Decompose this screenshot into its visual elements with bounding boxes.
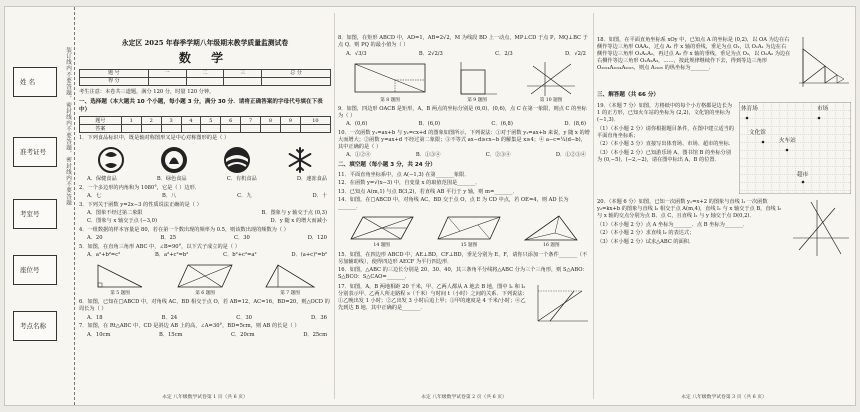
question-19-1: （1）（本小题 2 分）请你根据题目条件，在图中建立适当的平面直角坐标系； xyxy=(597,125,734,139)
question-20-2: （2）（本小题 2 分）求直线 l₂ 的表达式； xyxy=(597,230,695,237)
health-food-logo-icon xyxy=(96,145,126,175)
question-13: 13．已知点 A(m,1) 与点 B(3,2)，若直线 AB 平行于 y 轴，则 m=_______． xyxy=(338,188,518,195)
organic-food-logo-icon xyxy=(222,145,252,175)
subject-title: 数 学 xyxy=(178,51,232,66)
exam-note: 考生注意：本卷共三道题，满分 120 分，时量 120 分钟。 xyxy=(79,89,215,96)
figure-q15: 15 题图 xyxy=(434,213,504,249)
figure-q6: 第 6 题图 xyxy=(174,261,236,297)
q2-options: A．七 B．八 C．九 D．十 xyxy=(87,193,327,200)
q8-options: A．√3/3 B．2√2/3 C．2/3 D．√2/2 xyxy=(346,50,586,57)
question-4: 4．一组数据的样本容量是 80，若在第一个数出现的频率为 0.5，则该数出现的频数为（ ） xyxy=(79,226,289,233)
question-19: 19．（本题 7 分）如图，方格纸中的每个小方格都是边长为 1 的正方形，已知火车站的坐标为 (2,2)，文化馆的坐标为 (−1,3)． xyxy=(597,103,733,124)
figure-q18 xyxy=(795,35,851,89)
map-label-market: 市场 xyxy=(817,105,829,112)
page2-figures-mid xyxy=(338,213,590,249)
binding-margin xyxy=(5,7,75,405)
map-label-train-station: 火车站 xyxy=(779,137,796,144)
q3-options-row1: A．图象不经过第二象限 B．图象与 y 轴交于点 (0,3) xyxy=(87,210,327,217)
q5-options: A．a²+b²=c² B．a²+c²=b² C．b²+c²=a² D．(a+c)²=b² xyxy=(87,252,327,259)
page-1 xyxy=(79,11,331,403)
figure-q7: 第 7 题图 xyxy=(262,261,318,297)
question-16: 16．如图，△ABC 的三边长分别是 20、30、40，其三条角平分线将△ABC 分为三个三角形，则 S△ABO：S△BCO：S△CAO=_______． xyxy=(338,267,588,281)
question-1: 1．下列食品标识中，既是轴对称图形又是中心对称图形的是（ ） xyxy=(79,134,230,141)
question-19-2: （2）（本小题 3 分）直接写出体育场、市场、超市的坐标． xyxy=(597,141,734,148)
page-3-footer: 永定 八年级数学试卷第 3 页（共 6 页） xyxy=(681,394,767,400)
map-grid[interactable] xyxy=(739,102,851,194)
seal-line-note: 装订线内不要答题，密封线内不要答题，密封线内不要答题 xyxy=(65,47,71,206)
question-19-3: （3）（本小题 2 分）已知游乐场 A、图书馆 B 的坐标分别为 (0,−5)、(−2,−2)，请在图中标出 A、B 的位置． xyxy=(597,149,731,163)
figure-q14: 14 题图 xyxy=(347,213,417,249)
seat-number-field[interactable]: 座位号 xyxy=(13,255,57,285)
q1-options: A．保健食品 B．绿色食品 C．有机食品 D．速冻食品 xyxy=(87,175,327,182)
exam-number-field[interactable]: 准考证号 xyxy=(13,137,57,167)
frozen-food-snowflake-icon xyxy=(285,145,315,175)
page-divider xyxy=(593,13,594,399)
page2-figures-top xyxy=(338,60,590,104)
question-12: 12．在函数 y=√(x−3) 中，自变量 x 的取值范围是_______． xyxy=(338,180,481,187)
food-logos xyxy=(79,145,331,175)
page-divider xyxy=(334,13,335,399)
exam-sheet xyxy=(4,6,856,406)
figure-q10: 第 10 题图 xyxy=(525,60,577,104)
figure-q17 xyxy=(532,283,590,325)
figure-q5: 第 5 题图 xyxy=(92,261,148,297)
q10-options: A．①②④ B．①③④ C．②③④ D．①②③④ xyxy=(346,152,586,159)
section-3-heading: 三、解答题（共 66 分） xyxy=(597,92,660,98)
name-field[interactable]: 姓 名 xyxy=(13,67,57,97)
question-2: 2．一个多边形的内角和为 1080°，它是（ ）边形． xyxy=(79,184,200,191)
section-1-heading: 一、选择题（本大题共 10 个小题，每小题 3 分，满分 30 分．请将正确答案的字母代号填在下表中） xyxy=(79,99,323,113)
question-7: 7．如图，在 Rt△ABC 中，CD 是斜边 AB 上的高，∠A=30°，BD=5cm，则 AB 的长是（ ） xyxy=(79,323,300,330)
map-label-supermarket: 超市 xyxy=(797,171,809,178)
question-14: 14．如图，在□ABCD 中，对角线 AC、BD 交于点 O，点 E 为 CD 中点，若 OE=4，则 AD 长为_______． xyxy=(338,197,569,211)
question-20: 20．（本题 6 分）如图，已知一次函数 y₁=x+2 的图象与直线 l₁ 一次函数 y₂=kx+b 的图象与直线 l₂ 相交于点 A(m,4)，直线 l₁ 与 x 轴交于点 B，直线 l₂ 与 x 轴的交点分别为点 B、点 C，且直线 l₂ 与 y 轴交于点 D(0,2)． xyxy=(597,199,782,220)
map-label-stadium: 体育场 xyxy=(741,105,758,112)
question-20-3: （3）（本小题 2 分）试求△ABC 的面积． xyxy=(597,238,695,245)
page-1-footer: 永定 八年级数学试卷第 1 页（共 6 页） xyxy=(162,394,248,400)
green-food-logo-icon xyxy=(159,145,189,175)
figure-q20 xyxy=(791,198,851,258)
page1-figures xyxy=(79,261,331,297)
q4-options: A．20 B．25 C．30 D．120 xyxy=(87,235,327,242)
q7-options: A．10cm B．15cm C．20cm D．25cm xyxy=(87,331,327,338)
question-11: 11．平面直角坐标系中，点 A(−1,3) 在第_______象限． xyxy=(338,171,470,178)
score-table: 题 号 一 二 三 总 分 得 分 xyxy=(79,69,331,86)
page-2-footer: 永定 八年级数学试卷第 2 页（共 6 页） xyxy=(421,394,507,400)
section-2-heading: 二、填空题（每小题 3 分，共 24 分） xyxy=(338,162,436,169)
page-2 xyxy=(338,11,590,403)
figure-q8: 第 8 题图 xyxy=(351,60,429,104)
question-15: 15．如图，在四边形 ABCD 中，AE⊥BD，CF⊥BD，垂足分别为 E、F，请你只添加一个条件_______（不另加辅助线），使得四边形 AECF 为平行四边形． xyxy=(338,251,588,265)
map-label-cultural-center: 文化馆 xyxy=(749,129,766,136)
figure-q9: 第 9 题图 xyxy=(455,60,499,104)
question-17: 17．如图，A，B 两地相距 20 千米，甲、乙两人都从 A 地去 B 地，图中 l₁ 和 l₂ 分别表示甲、乙两人所走路程 s（千米）与时间 t（小时）之间的关系．下列说法：①乙晚出发 1 小时；②乙出发 3 小时后追上甲；③甲的速度是 4 千米/小时；④乙先到达 B 地．其中正确的是_______． xyxy=(338,284,528,312)
question-10: 10．一次函数 y₁=ax+b 与 y₂=cx+d 的图象如图所示，下列说法：①对于函数 y₁=ax+b 来说，y 随 x 的增大而增大；②函数 y=ax+d 不经过第二象限；③不等式 ax−d≥cx−b 的解集是 x≥4；④ a−c=¼(d−b)，其中正确的是（ ） xyxy=(338,129,590,150)
question-8: 8．如图，在矩形 ABCD 中，AD=1，AB=2√2，M 为线段 BD 上一动点，MP⊥CD 于点 P，MQ⊥BC 于点 Q，则 PQ 的最小值为（ ） xyxy=(338,35,588,49)
question-6: 6．如图，已知在□ABCD 中，对角线 AC、BD 相交于点 O，若 AB=12，AC=16，BD=20，则△OCD 的周长为（ ） xyxy=(79,299,330,313)
question-20-1: （1）（本小题 2 分）点 A 坐标为_______．点 B 坐标为_______． xyxy=(597,221,749,228)
question-18: 18．如图，在平面直角坐标系 xOy 中，已知点 A 的坐标是 (0,2)，以 OA 为边在右侧作等边三角形 OAA₁，过点 A₁ 作 x 轴的垂线，垂足为点 O₁，以 O₁A₁ 为边在右侧作等边三角形 O₁A₁A₂，再过点 A₂ 作 x 轴的垂线，垂足为点 O₂，以 O₂A₂ 为边在右侧作等边三角形 O₂A₂A₃，……，按此规律继续作下去，得到等边三角形 O₂₀₂₄A₂₀₂₄A₂₀₂₅，则点 A₂₀₂₅ 的纵坐标为_______． xyxy=(597,36,791,71)
q6-options: A．18 B．24 C．30 D．36 xyxy=(87,314,327,321)
figure-q16: 16 题图 xyxy=(521,213,581,249)
room-number-field[interactable]: 考室号 xyxy=(13,199,57,229)
exam-title: 永定区 2025 年春季学期八年级期末教学质量监测试卷 xyxy=(121,39,289,47)
answer-table: 题号 1 2 3 4 5 6 7 8 9 10 答案 xyxy=(79,116,331,133)
exam-site-field[interactable]: 考点名称 xyxy=(13,311,57,341)
question-9: 9．如图，四边形 OACB 是矩形，A，B 两点的坐标分别是 (6,0)、(0,6)，点 C 在第一象限，则点 C 的坐标为（ ） xyxy=(338,105,587,119)
q3-options-row2: C．图象与 x 轴交于点 (−3,0) D．y 随 x 的增大而减小 xyxy=(87,218,327,225)
page-3 xyxy=(597,11,851,403)
question-3: 3．下列关于函数 y=2x−3 的性质说法正确的是（ ） xyxy=(79,201,202,208)
q9-options: A．(0,6) B．(6,0) C．(6,8) D．(8,6) xyxy=(346,121,586,128)
question-5: 5．如图，在直角三角形 ABC 中，∠B=90°，以下式子成立的是（ ） xyxy=(79,243,240,250)
